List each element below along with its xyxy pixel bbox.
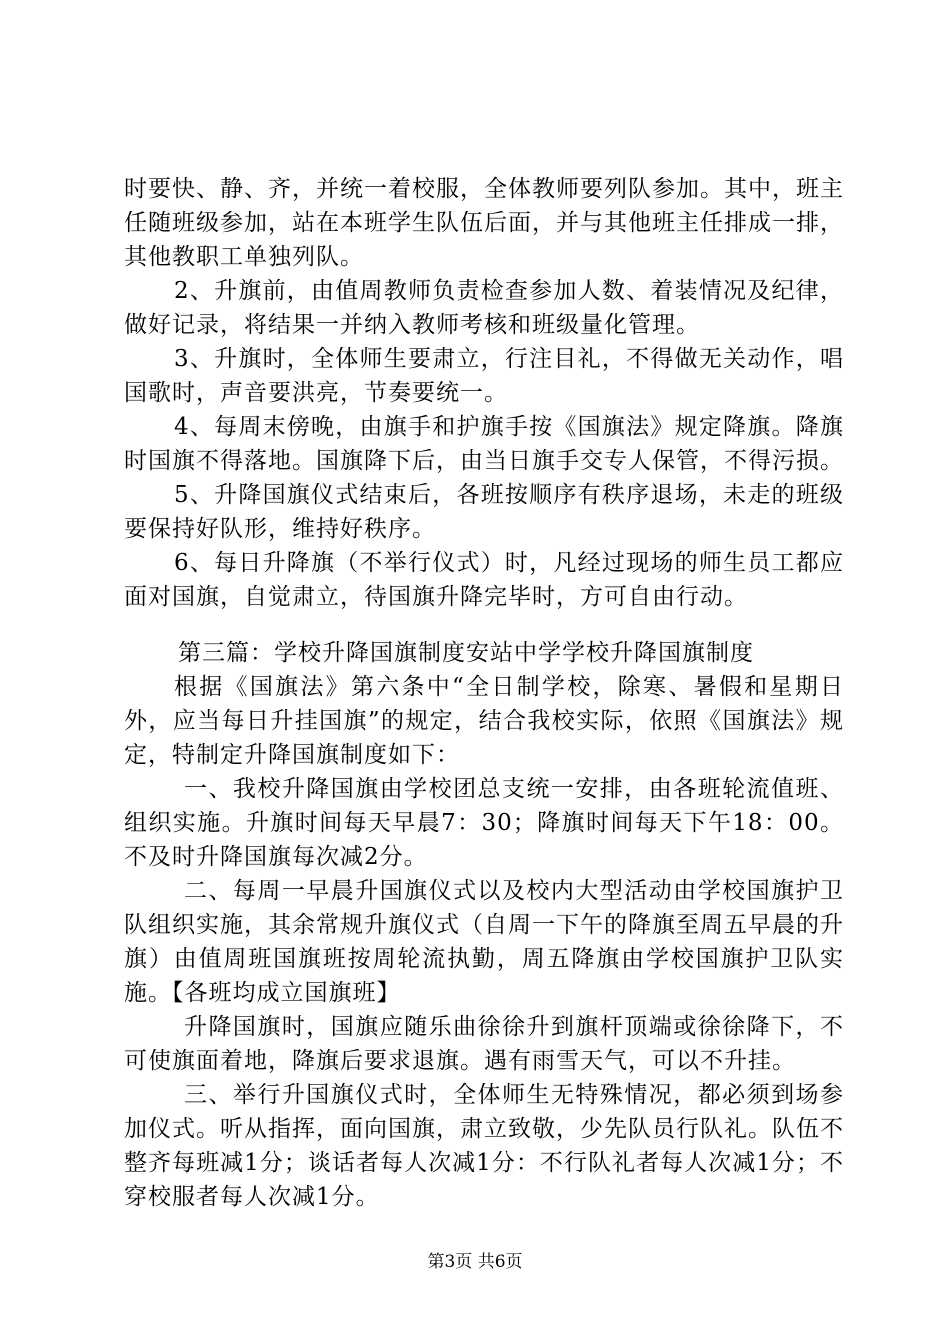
- paragraph-continued: 时要快、静、齐，并统一着校服，全体教师要列队参加。其中，班主任随班级参加，站在本班学生队伍后面，并与其他班主任排成一排，其他教职工单独列队。: [124, 176, 844, 270]
- paragraph-item-4: 4、每周末傍晚，由旗手和护旗手按《国旗法》规定降旗。降旗时国旗不得落地。国旗降下后，由当日旗手交专人保管，不得污损。: [124, 414, 844, 474]
- paragraph-rule-3: 三、举行升国旗仪式时，全体师生无特殊情况，都必须到场参加仪式。听从指挥，面向国旗，肃立致敬，少先队员行队礼。队伍不整齐每班减1分；谈话者每人次减1分：不行队礼者每人次减1分；不穿校服者每人次减1分。: [124, 1082, 844, 1210]
- document-body: [124, 172, 844, 1214]
- page-number-footer: 第3页 共6页: [427, 1252, 523, 1272]
- paragraph-rule-1: 一、我校升降国旗由学校团总支统一安排，由各班轮流值班、组织实施。升旗时间每天早晨7：30；降旗时间每天下午18：00。不及时升降国旗每次减2分。: [124, 776, 844, 870]
- paragraph-rule-2-note: 升降国旗时，国旗应随乐曲徐徐升到旗杆顶端或徐徐降下，不可使旗面着地，降旗后要求退旗。遇有雨雪天气，可以不升挂。: [124, 1014, 844, 1074]
- paragraph-intro: 根据《国旗法》第六条中“全日制学校，除寒、暑假和星期日外，应当每日升挂国旗”的规定，结合我校实际，依照《国旗法》规定，特制定升降国旗制度如下：: [124, 674, 844, 768]
- section-spacer: [124, 614, 844, 636]
- paragraph-item-3: 3、升旗时，全体师生要肃立，行注目礼，不得做无关动作，唱国歌时，声音要洪亮，节奏要统一。: [124, 346, 844, 406]
- paragraph-item-6: 6、每日升降旗（不举行仪式）时，凡经过现场的师生员工都应面对国旗，自觉肃立，待国旗升降完毕时，方可自由行动。: [124, 550, 844, 610]
- section-title: 第三篇：学校升降国旗制度安站中学学校升降国旗制度: [178, 640, 754, 666]
- paragraph-rule-2: 二、每周一早晨升国旗仪式以及校内大型活动由学校国旗护卫队组织实施，其余常规升旗仪式（自周一下午的降旗至周五早晨的升旗）由值周班国旗班按周轮流执勤，周五降旗由学校国旗护卫队实施。【各班均成立国旗班】: [124, 878, 844, 1006]
- paragraph-item-5: 5、升降国旗仪式结束后，各班按顺序有秩序退场，未走的班级要保持好队形，维持好秩序。: [124, 482, 844, 542]
- paragraph-item-2: 2、升旗前，由值周教师负责检查参加人数、着装情况及纪律，做好记录，将结果一并纳入教师考核和班级量化管理。: [124, 278, 844, 338]
